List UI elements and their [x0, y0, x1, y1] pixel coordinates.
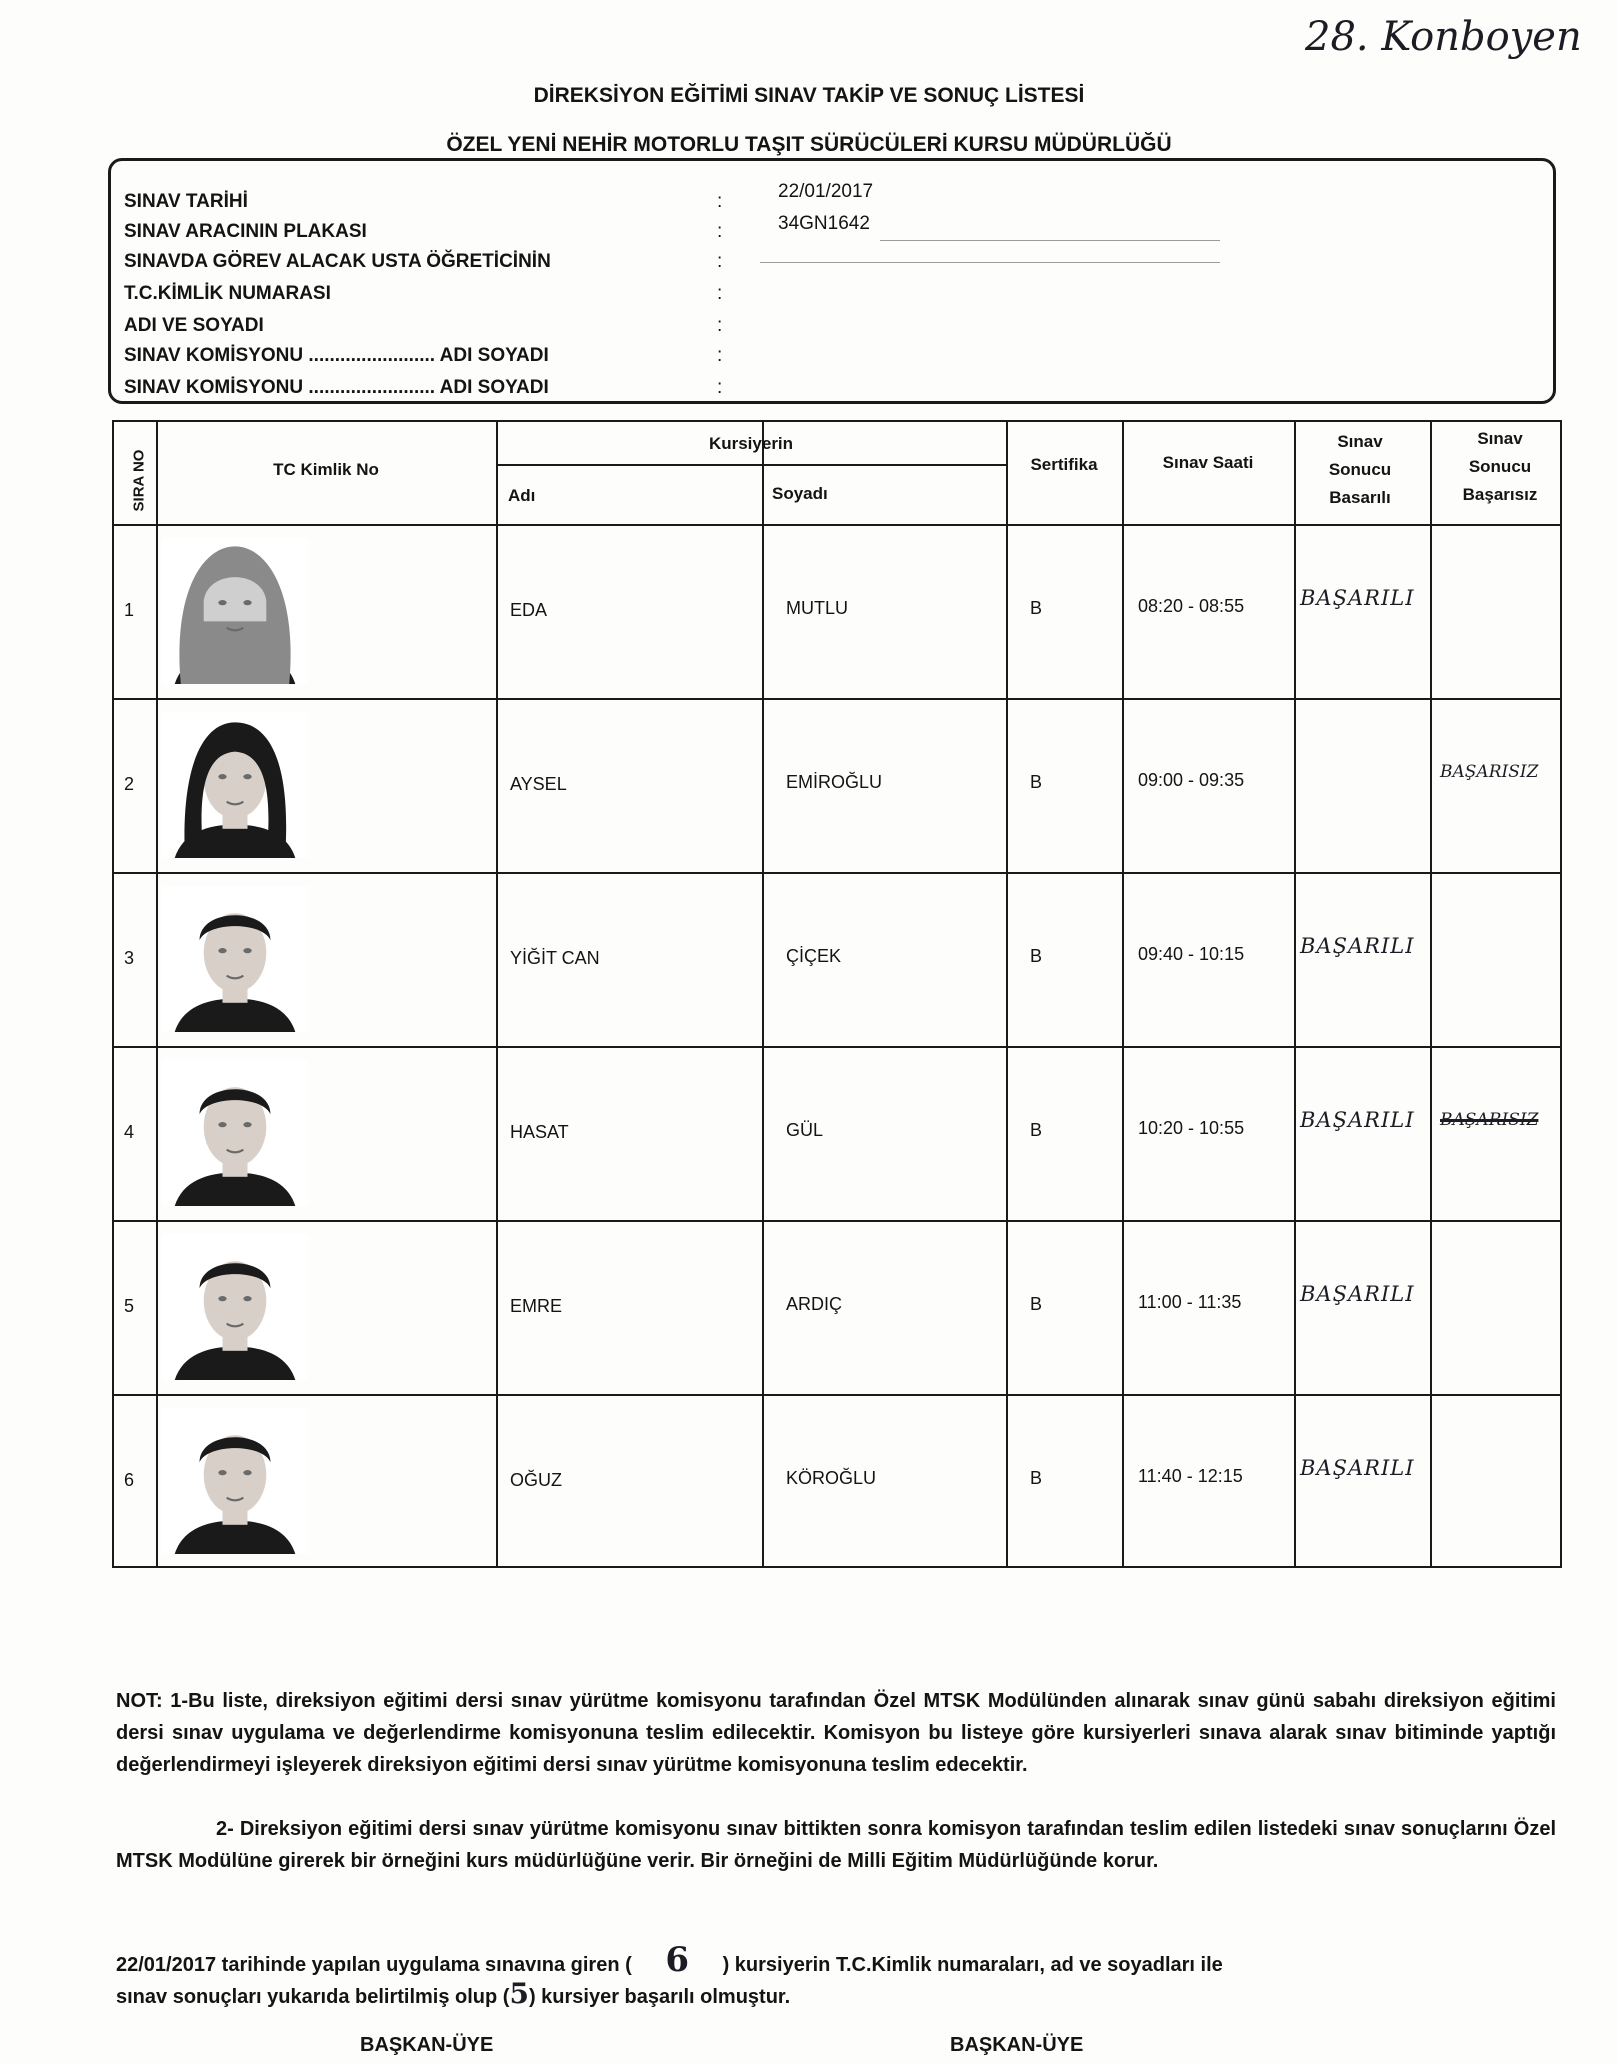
student-photo — [162, 712, 308, 858]
student-first-name: EDA — [510, 600, 548, 620]
student-photo — [162, 886, 308, 1032]
exam-time: 08:20 - 08:55 — [1138, 596, 1245, 616]
result-failed: BAŞARISIZ — [1440, 762, 1539, 782]
student-last-name: KÖROĞLU — [786, 1468, 877, 1488]
header-kursiyerin: Kursiyerin — [708, 434, 794, 453]
info-underline — [760, 262, 1220, 263]
header-sinav-saati: Sınav Saati — [1162, 453, 1254, 472]
summary-text-4: ) kursiyer başarılı olmuştur. — [528, 1986, 791, 2008]
institution-subtitle: ÖZEL YENİ NEHİR MOTORLU TAŞIT SÜRÜCÜLERİ KURSU MÜDÜRLÜĞÜ — [446, 133, 1172, 156]
certificate-class: B — [1030, 1294, 1043, 1314]
info-colon: : — [717, 221, 723, 242]
info-colon: : — [717, 377, 723, 398]
passed-count: 5 — [509, 1977, 529, 2010]
info-label-instructor: SINAVDA GÖREV ALACAK USTA ÖĞRETİCİNİN — [124, 251, 551, 272]
info-colon: : — [717, 345, 723, 366]
certificate-class: B — [1030, 946, 1043, 966]
student-photo — [162, 538, 308, 684]
header-sira-no: SIRA NO — [130, 449, 148, 512]
info-underline — [880, 240, 1220, 241]
info-colon: : — [717, 315, 723, 336]
student-last-name: GÜL — [786, 1120, 824, 1140]
student-first-name: YİĞİT CAN — [510, 948, 600, 968]
kursiyerin-divider — [496, 464, 1006, 466]
info-label-tc-number: T.C.KİMLİK NUMARASI — [124, 283, 331, 304]
row-divider — [112, 698, 1562, 700]
signature-left: BAŞKAN-ÜYE — [360, 2034, 494, 2056]
summary-line-2 — [116, 1978, 1556, 2013]
exam-time: 10:20 - 10:55 — [1138, 1118, 1245, 1138]
header-tc-kimlik-no: TC Kimlik No — [273, 460, 379, 479]
certificate-class: B — [1030, 772, 1043, 792]
corner-handwritten-note: 28. Konboyen — [1305, 14, 1582, 60]
certificate-class: B — [1030, 1468, 1043, 1488]
info-label-name-surname: ADI VE SOYADI — [124, 315, 264, 336]
info-colon: : — [717, 191, 723, 212]
exam-time: 11:00 - 11:35 — [1138, 1292, 1242, 1312]
result-passed: BAŞARILI — [1300, 586, 1415, 610]
result-passed: BAŞARILI — [1300, 1108, 1415, 1132]
info-label-exam-date: SINAV TARİHİ — [124, 191, 248, 212]
student-last-name: ÇİÇEK — [786, 946, 842, 966]
student-first-name: HASAT — [510, 1122, 569, 1142]
row-number: 3 — [124, 948, 135, 968]
header-basarisiz: Sınav Sonucu Başarısız — [1462, 429, 1538, 504]
result-passed: BAŞARILI — [1300, 1282, 1415, 1306]
info-label-commission-1: SINAV KOMİSYONU ........................ ADI SOYADI — [124, 345, 549, 366]
page-title: DİREKSİYON EĞİTİMİ SINAV TAKİP VE SONUÇ LİSTESİ — [533, 84, 1085, 107]
entered-count: 6 — [665, 1940, 689, 1980]
row-number: 5 — [124, 1296, 135, 1316]
student-photo — [162, 1060, 308, 1206]
info-value-vehicle-plate: 34GN1642 — [778, 213, 870, 234]
row-number: 4 — [124, 1122, 135, 1142]
header-adi: Adı — [508, 486, 536, 505]
signature-right: BAŞKAN-ÜYE — [950, 2034, 1084, 2056]
header-basarili: Sınav Sonucu Basarılı — [1328, 432, 1392, 507]
header-sertifika: Sertifika — [1030, 455, 1098, 474]
note-paragraph-1: NOT: 1-Bu liste, direksiyon eğitimi dersi sınav yürütme komisyonu tarafından Özel MTSK Modülünden alınarak sınav günü sabahı direksiyon eğitimi dersi sınav uygulama ve değerlendirme komisyonuna teslim edilecektir. Komisyon bu listeye göre kursiyerleri sınava alarak sınav bitiminde yaptığı değerlendirmeyi işleyerek direksiyon eğitimi dersi sınav yürütme komisyonuna teslim edecektir. — [116, 1690, 1556, 1776]
header-divider — [112, 524, 1562, 526]
certificate-class: B — [1030, 1120, 1043, 1140]
student-last-name: EMİROĞLU — [786, 772, 883, 792]
result-failed: BAŞARISIZ — [1440, 1110, 1539, 1130]
student-photo — [162, 1408, 308, 1554]
exam-time: 09:40 - 10:15 — [1138, 944, 1245, 964]
row-number: 1 — [124, 600, 135, 620]
row-number: 2 — [124, 774, 135, 794]
student-first-name: EMRE — [510, 1296, 563, 1316]
student-first-name: OĞUZ — [510, 1470, 562, 1490]
certificate-class: B — [1030, 598, 1043, 618]
info-colon: : — [717, 251, 723, 272]
row-divider — [112, 872, 1562, 874]
info-value-exam-date: 22/01/2017 — [778, 181, 874, 202]
summary-text-3: sınav sonuçları yukarıda belirtilmiş olup ( — [116, 1986, 510, 2008]
row-divider — [112, 1220, 1562, 1222]
note-paragraph-2: 2- Direksiyon eğitimi dersi sınav yürütme komisyonu sınav bittikten sonra komisyon tarafından teslim edilen listedeki sınav sonuçlarını Özel MTSK Modülüne girerek bir örneğini kurs müdürlüğüne verir. Bir örneğini de Milli Eğitim Müdürlüğünde korur. — [116, 1818, 1556, 1872]
info-colon: : — [717, 283, 723, 304]
summary-line-1 — [116, 1940, 1556, 1981]
row-divider — [112, 1046, 1562, 1048]
student-last-name: ARDIÇ — [786, 1294, 843, 1314]
row-number: 6 — [124, 1470, 135, 1490]
header-soyadi: Soyadı — [772, 484, 828, 503]
summary-text-2: ) kursiyerin T.C.Kimlik numaraları, ad ve soyadları ile — [722, 1954, 1223, 1976]
summary-text-1: 22/01/2017 tarihinde yapılan uygulama sınavına giren ( — [116, 1954, 632, 1976]
result-passed: BAŞARILI — [1300, 1456, 1415, 1480]
student-last-name: MUTLU — [786, 598, 848, 618]
result-passed: BAŞARILI — [1300, 934, 1415, 958]
info-label-commission-2: SINAV KOMİSYONU ........................ ADI SOYADI — [124, 377, 549, 398]
info-label-vehicle-plate: SINAV ARACININ PLAKASI — [124, 221, 367, 242]
exam-time: 11:40 - 12:15 — [1138, 1466, 1243, 1486]
student-photo — [162, 1234, 308, 1380]
exam-time: 09:00 - 09:35 — [1138, 770, 1245, 790]
student-first-name: AYSEL — [510, 774, 567, 794]
row-divider — [112, 1394, 1562, 1396]
